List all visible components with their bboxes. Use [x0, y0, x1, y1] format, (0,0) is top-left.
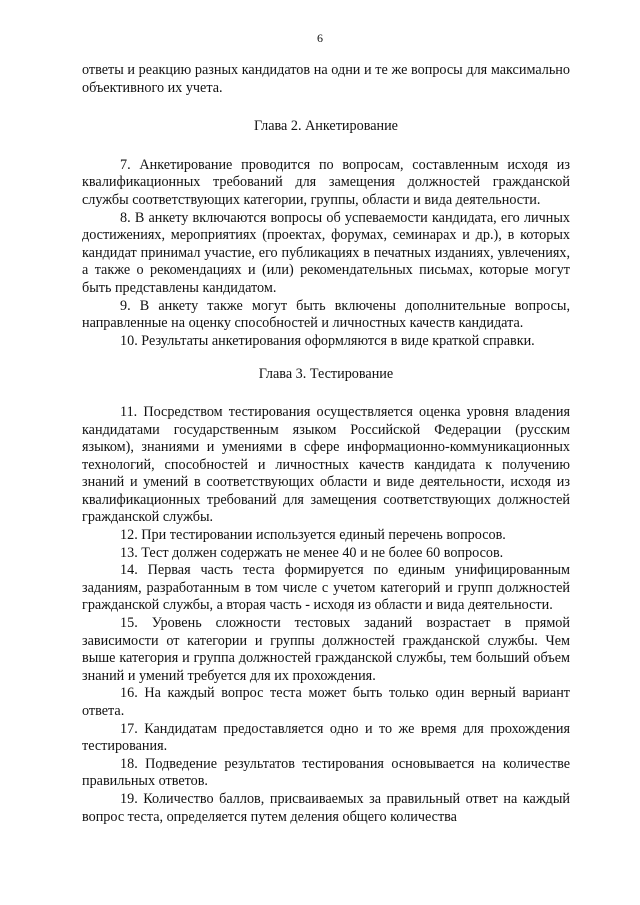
document-body — [82, 62, 570, 826]
paragraph-10: 10. Результаты анкетирования оформляются в виде краткой справки. — [120, 332, 535, 349]
paragraph-17: 17. Кандидатам предоставляется одно и то же время для прохождения тестирования. — [82, 720, 570, 755]
paragraph-19: 19. Количество баллов, присваиваемых за правильный ответ на каждый вопрос теста, определяется путем деления общего количества — [82, 790, 570, 825]
paragraph-13: 13. Тест должен содержать не менее 40 и не более 60 вопросов. — [120, 544, 504, 561]
paragraph-9: 9. В анкету также могут быть включены дополнительные вопросы, направленные на оценку способностей и личностных качеств кандидата. — [82, 297, 570, 332]
chapter-3-heading: Глава 3. Тестирование — [258, 366, 394, 383]
paragraph-7: 7. Анкетирование проводится по вопросам, составленным исходя из квалификационных требований для замещения должностей гражданской службы соответствующих категории, группы, области и вида деятельности. — [82, 156, 570, 208]
paragraph-14: 14. Первая часть теста формируется по единым унифицированным заданиям, разработанным в том числе с учетом категорий и групп должностей гражданской службы, а вторая часть - исходя из области и вида деятельности. — [82, 562, 570, 614]
paragraph-8: 8. В анкету включаются вопросы об успеваемости кандидата, его личных достижениях, мероприятиях (проектах, форумах, семинарах и др.), в которых кандидат принимал участие, его публикациях в печатных изданиях, увлечениях, а также о рекомендациях и (или) рекомендательных письмах, которые могут быть представлены кандидатом. — [82, 209, 570, 296]
paragraph-15: 15. Уровень сложности тестовых заданий возрастает в прямой зависимости от категории и группы должностей гражданской службы. Чем выше категория и группа должностей гражданской службы, тем больший объем знаний и умений требуется для их прохождения. — [82, 615, 570, 684]
paragraph-12: 12. При тестировании используется единый перечень вопросов. — [120, 527, 506, 544]
intro-paragraph: ответы и реакцию разных кандидатов на одни и те же вопросы для максимально объективного их учета. — [82, 62, 570, 96]
paragraph-16: 16. На каждый вопрос теста может быть только один верный вариант ответа. — [82, 685, 570, 719]
chapter-2-heading: Глава 2. Анкетирование — [253, 118, 398, 135]
page-number: 6 — [317, 31, 323, 45]
paragraph-18: 18. Подведение результатов тестирования основывается на количестве правильных ответов. — [82, 755, 570, 790]
paragraph-11: 11. Посредством тестирования осуществляется оценка уровня владения кандидатами государственным языком Российской Федерации (русским языком), знаниями и умениями в сфере информационно-коммуникационных технологий, способностей и личностных качеств кандидата к получению знаний и умений в соответствующих области и виде деятельности, исходя из квалификационных требований для замещения соответствующих должностей гражданской службы. — [82, 403, 570, 526]
